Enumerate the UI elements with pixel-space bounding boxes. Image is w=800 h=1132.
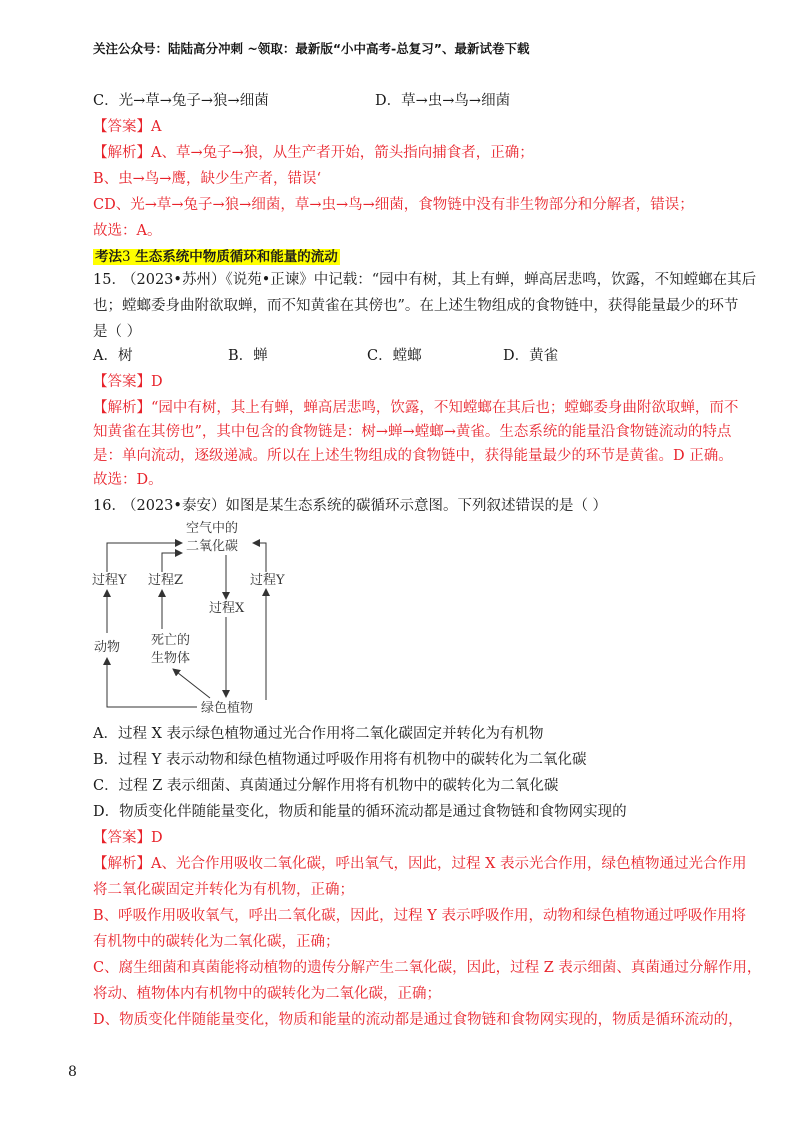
q16-explanation-7: D、物质变化伴随能量变化，物质和能量的流动都是通过食物链和食物网实现的，物质是循环流动的， bbox=[93, 1012, 743, 1028]
q16-explanation-3: B、呼吸作用吸收氧气，呼出二氧化碳，因此，过程 Y 表示呼吸作用，动物和绿色植物通过呼吸作用将 bbox=[93, 908, 746, 924]
dead-organism-label-2: 生物体 bbox=[151, 651, 191, 666]
process-z-label: 过程Z bbox=[148, 573, 184, 588]
q14-explanation-1: 【解析】A、草→兔子→狼，从生产者开始，箭头指向捕食者，正确； bbox=[93, 145, 534, 161]
q15-stem-2: 也；螳螂委身曲附欲取蝉，而不知黄雀在其傍也”。在上述生物组成的食物链中，获得能量最少的环节 bbox=[93, 298, 739, 314]
air-co2-label-1: 空气中的 bbox=[186, 521, 239, 536]
q15-explanation-3: 是：单向流动，逐级递减。所以在上述生物组成的食物链中，获得能量最少的环节是黄雀。D 正确。 bbox=[93, 448, 733, 464]
q15-explanation-1: 【解析】“园中有树，其上有蝉，蝉高居悲鸣，饮露，不知螳螂在其后也；螳螂委身曲附欲取蝉，而不 bbox=[93, 400, 739, 416]
q14-option-c: C．光→草→兔子→狼→细菌 bbox=[93, 93, 269, 109]
air-co2-label-2: 二氧化碳 bbox=[186, 539, 239, 554]
q16-option-d: D．物质变化伴随能量变化，物质和能量的循环流动都是通过食物链和食物网实现的 bbox=[93, 804, 627, 820]
section-heading bbox=[93, 245, 340, 265]
q14-answer: 【答案】A bbox=[93, 119, 162, 135]
arrow-y-left-to-air bbox=[107, 543, 182, 572]
arrow-plant-to-dead bbox=[173, 669, 210, 698]
q16-option-a: A．过程 X 表示绿色植物通过光合作用将二氧化碳固定并转化为有机物 bbox=[93, 726, 544, 742]
q16-explanation-4: 有机物中的碳转化为二氧化碳，正确； bbox=[93, 934, 340, 950]
q16-stem: （2023•泰安）如图是某生态系统的碳循环示意图。下列叙述错误的是（ ） bbox=[122, 498, 608, 514]
page-number: 8 bbox=[68, 1064, 77, 1080]
q14-option-d: D．草→虫→鸟→细菌 bbox=[375, 93, 511, 109]
q16-explanation-5: C、腐生细菌和真菌能将动植物的遗传分解产生二氧化碳，因此，过程 Z 表示细菌、真菌通过分解作用， bbox=[93, 960, 762, 976]
q16-number: 16． bbox=[93, 498, 126, 514]
q15-explanation-4: 故选：D。 bbox=[93, 472, 163, 488]
q16-answer: 【答案】D bbox=[93, 830, 163, 846]
arrow-z-to-air bbox=[162, 553, 182, 572]
carbon-cycle-diagram bbox=[85, 515, 305, 720]
q15-option-a: A．树 bbox=[93, 348, 133, 364]
q15-option-d: D．黄雀 bbox=[503, 348, 559, 364]
process-y-right-label: 过程Y bbox=[250, 573, 285, 588]
section-number: 3 bbox=[122, 249, 131, 265]
q14-explanation-2: B、虫→鸟→鹰，缺少生产者，错误‘ bbox=[93, 171, 322, 187]
process-y-left-label: 过程Y bbox=[92, 573, 127, 588]
q15-option-b: B．蝉 bbox=[228, 348, 268, 364]
q15-stem-3: 是（ ） bbox=[93, 324, 142, 340]
q15-explanation-2: 知黄雀在其傍也”，其中包含的食物链是：树→蝉→螳螂→黄雀。生态系统的能量沿食物链流动的特点 bbox=[93, 424, 732, 440]
q15-option-c: C．螳螂 bbox=[367, 348, 422, 364]
section-title: 生态系统中物质循环和能量的流动 bbox=[130, 249, 338, 265]
q16-explanation-2: 将二氧化碳固定并转化为有机物，正确； bbox=[93, 882, 354, 898]
animal-label: 动物 bbox=[94, 640, 121, 655]
q16-explanation-1: 【解析】A、光合作用吸收二氧化碳，呼出氧气，因此，过程 X 表示光合作用，绿色植物通过光合作用 bbox=[93, 856, 747, 872]
dead-organism-label-1: 死亡的 bbox=[151, 633, 191, 648]
green-plant-label: 绿色植物 bbox=[201, 701, 254, 716]
section-prefix: 考法 bbox=[95, 249, 122, 265]
q15-answer: 【答案】D bbox=[93, 374, 163, 390]
q16-option-c: C．过程 Z 表示细菌、真菌通过分解作用将有机物中的碳转化为二氧化碳 bbox=[93, 778, 559, 794]
q15-number: 15． bbox=[93, 272, 126, 288]
q15-stem-1: （2023•苏州）《说苑•正谏》中记载：“园中有树，其上有蝉，蝉高居悲鸣，饮露，不知螳螂在其后 bbox=[122, 272, 757, 288]
arrow-y-right-to-air bbox=[253, 543, 266, 572]
process-x-label: 过程X bbox=[209, 601, 245, 616]
q16-option-b: B．过程 Y 表示动物和绿色植物通过呼吸作用将有机物中的碳转化为二氧化碳 bbox=[93, 752, 587, 768]
q14-explanation-3: CD、光→草→兔子→狼→细菌，草→虫→鸟→细菌，食物链中没有非生物部分和分解者，错误； bbox=[93, 197, 694, 213]
page-header: 关注公众号：陆陆高分冲刺 ~领取：最新版“小中高考-总复习”、最新试卷下载 bbox=[93, 41, 530, 56]
q14-explanation-4: 故选：A。 bbox=[93, 223, 162, 239]
q16-explanation-6: 将动、植物体内有机物中的碳转化为二氧化碳，正确； bbox=[93, 986, 441, 1002]
